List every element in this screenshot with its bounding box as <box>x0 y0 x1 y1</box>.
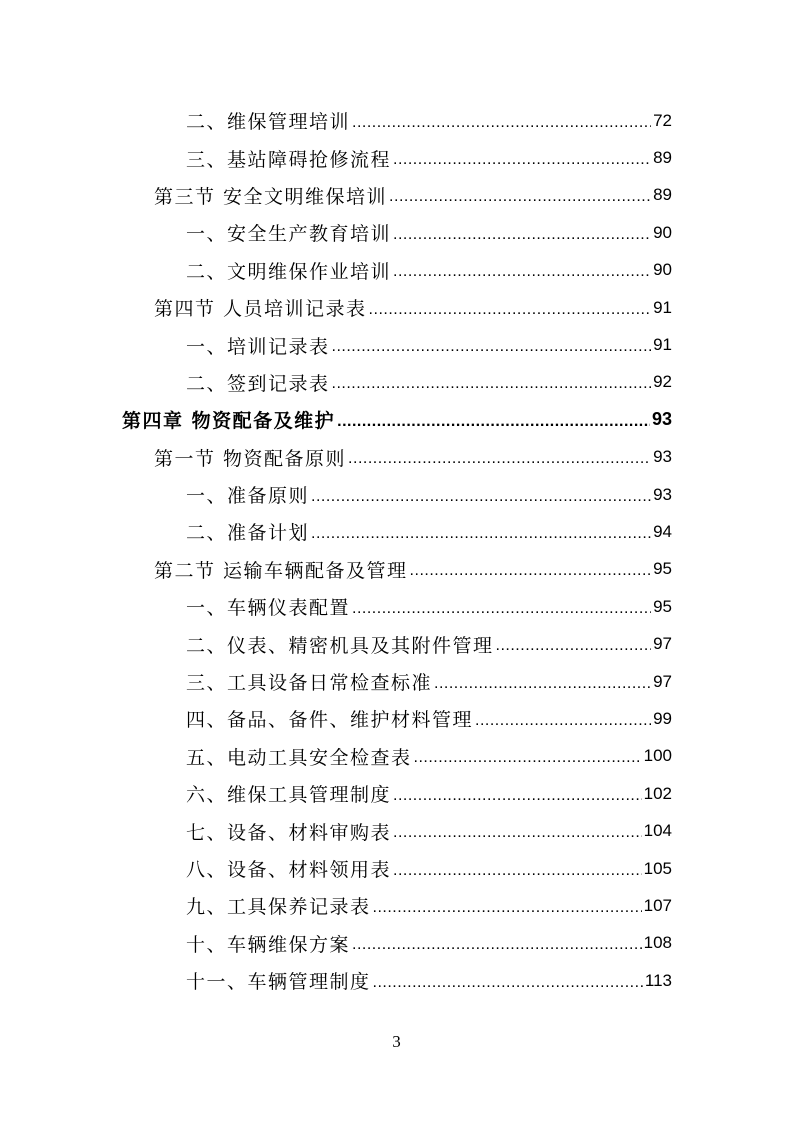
toc-entry-page: 72 <box>653 110 672 130</box>
toc-entry-page: 97 <box>653 634 672 654</box>
toc-dot-leader <box>337 413 650 431</box>
toc-entry-page: 97 <box>653 671 672 691</box>
toc-entry[interactable] <box>0 700 793 737</box>
toc-entry-title: 二、维保管理培训 <box>186 111 351 134</box>
toc-entry-title: 一、培训记录表 <box>186 335 330 358</box>
toc-dot-leader <box>389 188 651 206</box>
toc-dot-leader <box>352 600 651 618</box>
toc-entry-page: 93 <box>651 409 672 430</box>
toc-entry[interactable] <box>0 289 793 326</box>
toc-dot-leader <box>393 862 642 880</box>
toc-entry-title: 五、电动工具安全检查表 <box>186 746 412 769</box>
toc-entry-page: 90 <box>653 260 672 280</box>
toc-entry[interactable] <box>0 588 793 625</box>
toc-entry-title: 八、设备、材料领用表 <box>186 859 392 881</box>
toc-entry-page: 92 <box>653 372 672 392</box>
toc-entry[interactable] <box>0 102 793 139</box>
toc-dot-leader <box>410 562 652 580</box>
toc-dot-leader <box>332 375 652 393</box>
toc-entry[interactable] <box>0 139 793 176</box>
toc-entry[interactable] <box>0 850 793 887</box>
toc-entry-title: 四、备品、备件、维护材料管理 <box>186 709 474 732</box>
toc-entry-title: 二、签到记录表 <box>186 372 330 395</box>
page-number: 3 <box>392 1032 401 1051</box>
toc-entry-title: 第四章 物资配备及维护 <box>122 410 336 433</box>
toc-entry-title: 一、准备原则 <box>186 485 310 508</box>
toc-entry-title: 七、设备、材料审购表 <box>186 821 392 844</box>
toc-entry-page: 89 <box>653 148 672 168</box>
toc-entry[interactable] <box>0 476 793 513</box>
toc-entry-page: 93 <box>653 447 672 467</box>
toc-entry[interactable] <box>0 775 793 812</box>
toc-dot-leader <box>414 749 642 767</box>
toc-entry-title: 二、文明维保作业培训 <box>186 260 392 283</box>
toc-entry[interactable] <box>0 513 793 550</box>
toc-entry-title: 第三节 安全文明维保培训 <box>154 185 388 208</box>
toc-entry-page: 95 <box>653 559 672 579</box>
toc-entry[interactable] <box>0 401 793 438</box>
toc-entry-title: 三、工具设备日常检查标准 <box>186 672 433 695</box>
toc-entry[interactable] <box>0 738 793 775</box>
toc-dot-leader <box>373 899 642 917</box>
toc-entry[interactable] <box>0 663 793 700</box>
toc-entry-page: 104 <box>643 821 672 841</box>
toc-dot-leader <box>496 637 652 655</box>
toc-dot-leader <box>434 675 651 693</box>
toc-entry[interactable] <box>0 214 793 251</box>
toc-entry-page: 93 <box>653 484 672 504</box>
toc-entry-page: 95 <box>653 596 672 616</box>
toc-entry-page: 91 <box>653 335 672 355</box>
toc-dot-leader <box>352 114 651 132</box>
toc-entry[interactable] <box>0 177 793 214</box>
toc-dot-leader <box>311 525 651 543</box>
toc-entry[interactable] <box>0 326 793 363</box>
toc-entry-title: 三、基站障碍抢修流程 <box>186 148 392 171</box>
toc-entry-title: 九、工具保养记录表 <box>186 896 371 919</box>
toc-dot-leader <box>369 301 652 319</box>
toc-entry-title: 第四节 人员培训记录表 <box>154 298 367 321</box>
table-of-contents <box>0 102 793 999</box>
toc-entry-page: 108 <box>643 933 672 953</box>
toc-dot-leader <box>332 338 652 356</box>
toc-dot-leader <box>393 226 651 244</box>
toc-entry-title: 二、准备计划 <box>186 522 310 545</box>
toc-dot-leader <box>393 151 651 169</box>
toc-dot-leader <box>311 488 651 506</box>
toc-entry[interactable] <box>0 812 793 849</box>
toc-entry-title: 一、安全生产教育培训 <box>186 223 392 246</box>
toc-entry[interactable] <box>0 887 793 924</box>
toc-entry-page: 91 <box>653 297 672 317</box>
toc-entry-page: 94 <box>653 521 672 541</box>
toc-entry-page: 107 <box>643 895 672 915</box>
toc-entry-title: 十、车辆维保方案 <box>186 933 351 956</box>
toc-entry-page: 113 <box>644 970 672 990</box>
toc-entry-page: 90 <box>653 222 672 242</box>
toc-entry-page: 105 <box>643 858 672 878</box>
toc-dot-leader <box>352 936 642 954</box>
toc-entry-title: 六、维保工具管理制度 <box>186 784 392 807</box>
toc-entry[interactable] <box>0 364 793 401</box>
toc-entry-page: 102 <box>643 783 672 803</box>
toc-entry[interactable] <box>0 439 793 476</box>
toc-dot-leader <box>475 712 651 730</box>
toc-entry-page: 100 <box>643 746 672 766</box>
toc-entry-title: 第一节 物资配备原则 <box>154 447 347 470</box>
toc-entry[interactable] <box>0 962 793 999</box>
toc-dot-leader <box>393 787 642 805</box>
toc-dot-leader <box>393 824 642 842</box>
toc-entry-title: 十一、车辆管理制度 <box>186 971 371 994</box>
toc-entry-page: 89 <box>653 185 672 205</box>
toc-entry[interactable] <box>0 925 793 962</box>
toc-entry[interactable] <box>0 551 793 588</box>
toc-entry[interactable] <box>0 625 793 662</box>
toc-entry[interactable] <box>0 252 793 289</box>
toc-dot-leader <box>393 263 651 281</box>
toc-entry-title: 二、仪表、精密机具及其附件管理 <box>186 634 494 657</box>
toc-entry-title: 一、车辆仪表配置 <box>186 597 351 620</box>
toc-dot-leader <box>373 974 643 992</box>
toc-entry-title: 第二节 运输车辆配备及管理 <box>154 559 408 582</box>
toc-entry-page: 99 <box>653 708 672 728</box>
toc-dot-leader <box>348 450 651 468</box>
